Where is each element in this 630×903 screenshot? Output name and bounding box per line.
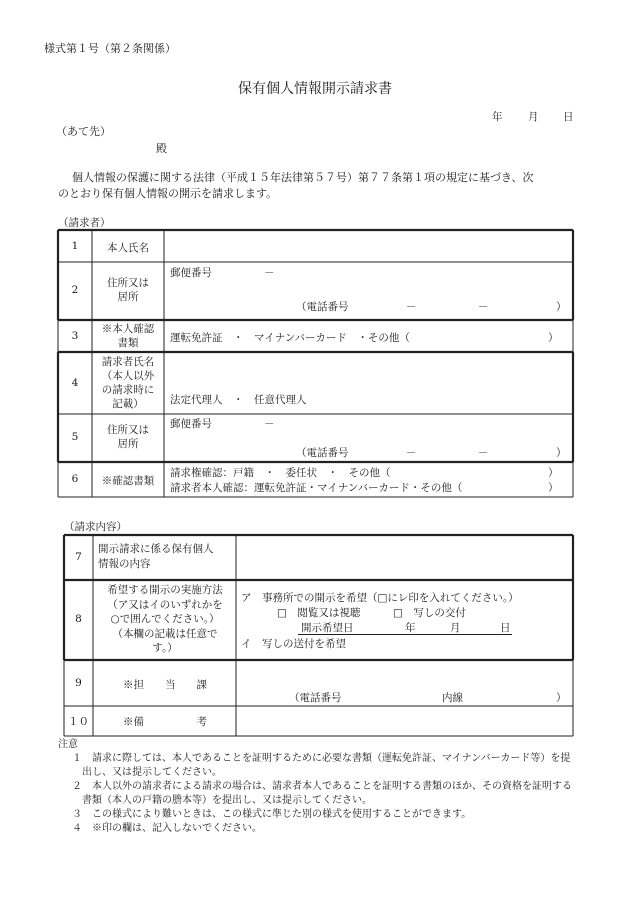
row-2-phone-dash-2: －	[478, 301, 489, 313]
row-9-close: ）	[556, 692, 567, 704]
row-2-phone-dash-1: －	[406, 301, 417, 313]
row-8-label: 希望する開示の実施方法 （ア又はイのいずれかを ○で囲んでください。） （本欄の記載は任意で す。）	[107, 584, 223, 655]
note-3: ３ この様式により難いときは、この様式に準じた別の様式を使用することができます。	[72, 809, 472, 820]
option-a: ア 事務所での開示を希望（□にレ印を入れてください。）	[241, 592, 519, 604]
name-field[interactable]	[166, 233, 570, 260]
honorific: 殿	[156, 142, 167, 155]
desired-date-label: 開示希望日	[301, 622, 354, 634]
checkbox-view[interactable]: □ 閲覧又は視聴	[277, 607, 361, 619]
note-1-cont: 出し、又は提示してください。	[82, 767, 222, 778]
row-2-postal-dash: －	[264, 267, 275, 279]
row-7-label: 開示請求に係る保有個人 情報の内容	[98, 543, 214, 570]
row-7-number: 7	[75, 551, 82, 563]
form-number: 様式第１号（第２条関係）	[44, 42, 176, 55]
page-title: 保有個人情報開示請求書	[238, 81, 392, 97]
row-4-agent-type: 法定代理人 ・ 任意代理人	[170, 394, 307, 406]
note-4: ４ ※印の欄は、記入しないでください。	[72, 823, 262, 834]
desired-date-day: 日	[500, 622, 511, 634]
row-3-id-documents: 運転免許証 ・ マイナンバーカード ・その他（	[170, 332, 410, 344]
row-2-number: 2	[71, 284, 79, 296]
row-9-phone-label: （電話番号	[289, 692, 342, 704]
row-5-phone-dash-2: －	[478, 447, 489, 459]
request-heading: （請求内容）	[64, 521, 127, 533]
notes-heading: 注意	[58, 739, 78, 750]
row-5-postal-label: 郵便番号	[170, 418, 212, 430]
addressee-label: （あて先）	[56, 125, 111, 138]
row-2-label: 住所又は 居所	[107, 277, 149, 303]
note-2: ２ 本人以外の請求者による請求の場合は、請求者本人であることを証明する書類のほか、その資格を証明する	[72, 781, 572, 792]
row-5-phone-label: （電話番号	[296, 447, 349, 459]
row-2-postal-label: 郵便番号	[170, 267, 212, 279]
row-2-phone-label: （電話番号	[296, 301, 349, 313]
date-month: 月	[528, 111, 539, 123]
row-1-number: 1	[71, 240, 79, 252]
row-2-phone-close: ）	[556, 301, 567, 313]
row-5-phone-close: ）	[556, 447, 567, 459]
option-b: イ 写しの送付を希望	[241, 638, 346, 650]
row-3-number: 3	[71, 330, 79, 342]
desired-date-month: 月	[450, 622, 461, 634]
row-5-number: 5	[71, 431, 79, 443]
info-content-field[interactable]	[238, 538, 570, 578]
row-3-label: ※本人確認 書類	[101, 323, 155, 349]
row-10-label: ※備 考	[123, 716, 207, 728]
row-9-number: 9	[75, 677, 82, 689]
row-6-number: 6	[71, 473, 79, 485]
row-8-number: 8	[75, 613, 82, 625]
row-5-phone-dash-1: －	[406, 447, 417, 459]
row-6-line-1-close: ）	[548, 467, 559, 479]
date-year: 年	[492, 111, 503, 123]
row-6-line-2-close: ）	[548, 482, 559, 494]
date-day: 日	[563, 111, 574, 123]
row-5-label: 住所又は 居所	[107, 424, 149, 450]
intro-line-1: 個人情報の保護に関する法律（平成１５年法律第５７号）第７７条第１項の規定に基づき、次	[72, 171, 534, 184]
note-1: １ 請求に際しては、本人であることを証明するために必要な書類（運転免許証、マイナンバーカード等）を提	[72, 753, 571, 764]
note-2-cont: 書類（本人の戸籍の謄本等）を提出し、又は提示してください。	[82, 795, 372, 806]
row-6-line-1: 請求権確認：戸籍 ・ 委任状 ・ その他（	[170, 467, 391, 479]
row-1-label: 本人氏名	[107, 242, 149, 254]
row-4-label: 請求者氏名 （本人以外 の請求時に 記載）	[101, 356, 155, 410]
row-9-extension: 内線	[442, 692, 463, 704]
row-6-label: ※確認書類	[101, 475, 155, 487]
requester-heading: （請求者）	[58, 217, 111, 229]
row-6-line-2: 請求者本人確認：運転免許証・マイナンバーカード・その他（	[170, 482, 463, 494]
checkbox-copy[interactable]: □ 写しの交付	[393, 607, 466, 619]
row-3-close: ）	[548, 332, 559, 344]
row-9-label: ※担 当 課	[123, 679, 207, 691]
row-4-number: 4	[71, 377, 79, 389]
remarks-field[interactable]	[238, 708, 570, 734]
desired-date-underline	[298, 634, 512, 635]
row-5-postal-dash: －	[264, 418, 275, 430]
desired-date-year: 年	[405, 622, 416, 634]
row-10-number: １０	[68, 716, 89, 728]
intro-line-2: のとおり保有個人情報の開示を請求します。	[58, 187, 278, 200]
